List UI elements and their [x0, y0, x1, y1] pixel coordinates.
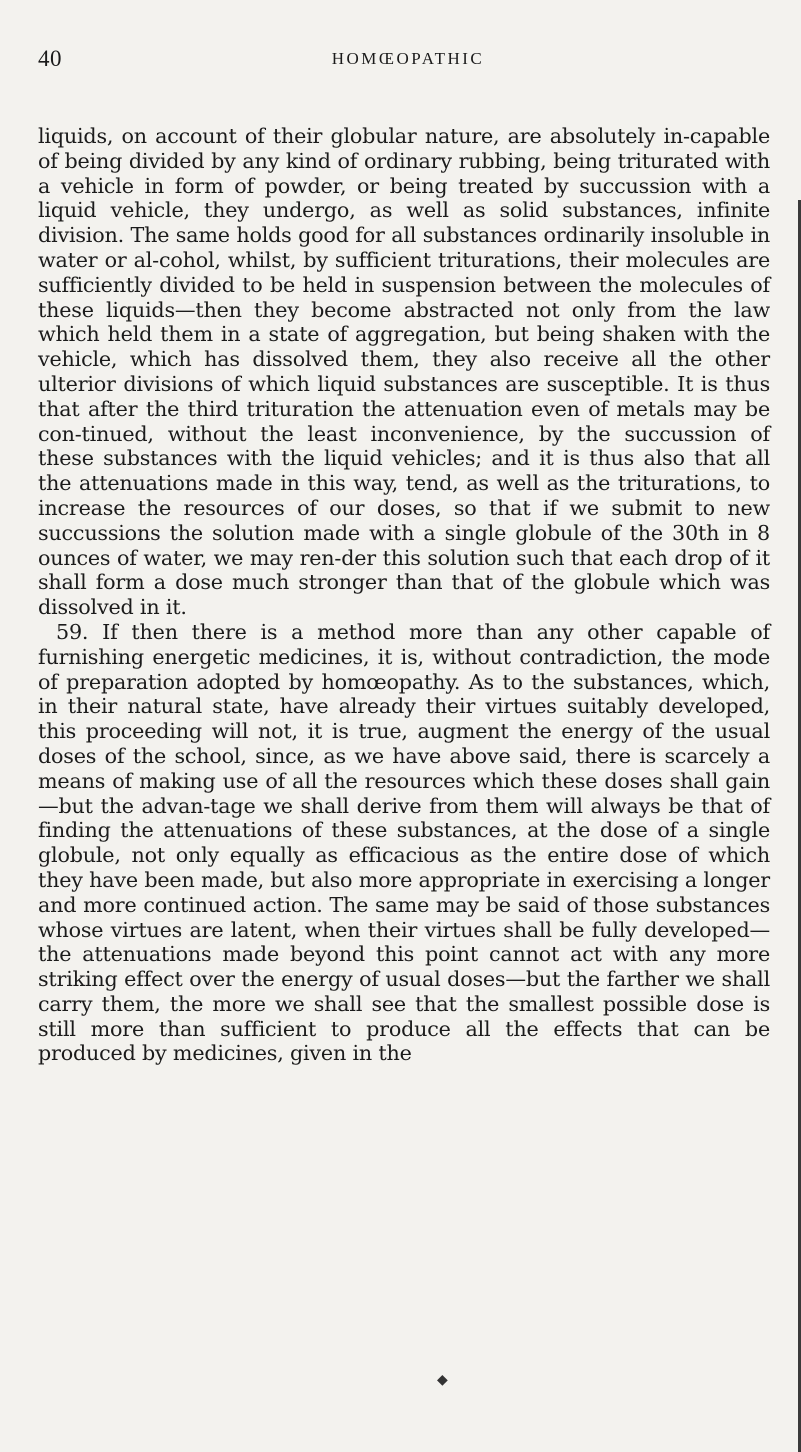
paragraph-continued: liquids, on account of their globular nature, are absolutely in-capable of being divided by any kind of ordinary rubbing, being triturated with a vehicle in form of powder, or being treated by succussion with a liquid vehicle, they undergo, as well as solid substances, infinite division. The same holds good for all substances ordinarily insoluble in water or al-cohol, whilst, by sufficient triturations, their molecules are sufficiently divided to be held in suspension between the molecules of these liquids—then they become abstracted not only from the law which held them in a state of aggregation, but being shaken with the vehicle, which has dissolved them, they also receive all the other ulterior divisions of which liquid substances are susceptible. It is thus that after the third trituration the attenuation even of metals may be con-tinued, without the least inconvenience, by the succussion of these substances with the liquid vehicles; and it is thus also that all the attenuations made in this way, tend, as well as the triturations, to increase the resources of our doses, so that if we submit to new succussions the solution made with a single globule of the 30th in 8 ounces of water, we may ren-der this solution such that each drop of it shall form a dose much stronger than that of the globule which was dissolved in it.: [38, 124, 770, 620]
running-head: HOMŒOPATHIC: [331, 49, 485, 68]
paragraph-59: 59. If then there is a method more than any other capable of furnishing energetic medicines, it is, without contradiction, the mode of preparation adopted by homœopathy. As to the substances, which, in their natural state, have already their virtues suitably developed, this proceeding will not, it is true, augment the energy of the usual doses of the school, since, as we have above said, there is scarcely a means of making use of all the resources which these doses shall gain—but the advan-tage we shall derive from them will always be that of finding the attenuations of these substances, at the dose of a single globule, not only equally as efficacious as the entire dose of which they have been made, but also more appropriate in exercising a longer and more continued action. The same may be said of those substances whose virtues are latent, when their virtues shall be fully developed—the attenuations made beyond this point cannot act with any more striking effect over the energy of usual doses—but the farther we shall carry them, the more we shall see that the smallest possible dose is still more than sufficient to produce all the effects that can be produced by medicines, given in the: [38, 619, 770, 1066]
body-text: [38, 124, 770, 1066]
ink-speck: ◆: [437, 1372, 448, 1388]
page-number: 40: [38, 46, 62, 71]
page-header: [38, 46, 778, 76]
